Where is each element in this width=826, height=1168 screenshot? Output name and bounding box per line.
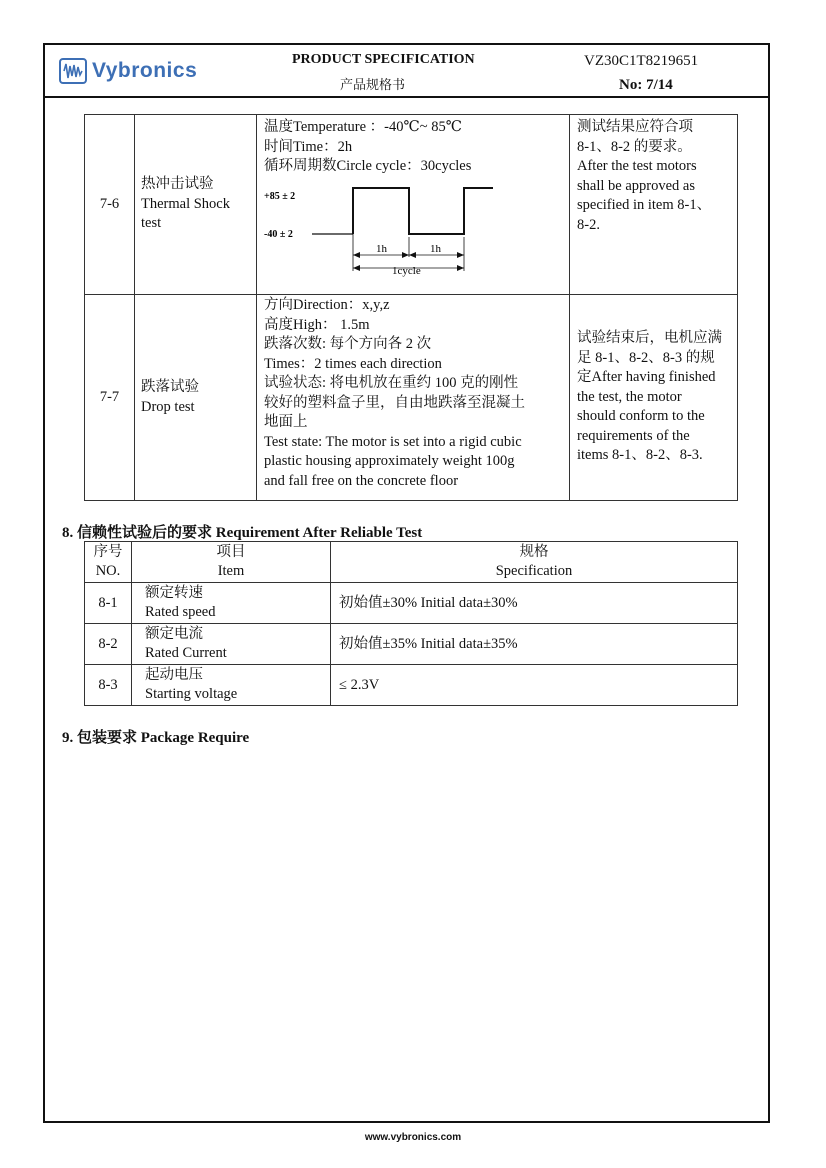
row-spec: ≤ 2.3V (331, 665, 738, 706)
row-item-cn: 起动电压 (145, 667, 203, 683)
company-logo (59, 57, 219, 85)
thermal-cycle-chart (264, 179, 524, 279)
row-item-en: Starting voltage (145, 686, 238, 702)
row-item (132, 665, 331, 706)
document-number: VZ30C1T8219651 (584, 53, 699, 69)
condition-line: 跌落次数: 每个方向各 2 次 (264, 336, 432, 352)
header-spec-en: Specification (495, 563, 573, 579)
condition-line: 高度High： 1.5m (264, 316, 370, 333)
test-name-cn: 跌落试验 (141, 379, 199, 395)
table-row (85, 583, 738, 624)
condition-line: 温度Temperature ：-40℃~ 85℃ (264, 119, 462, 135)
low-temp-label: -40 ± 2 (264, 228, 293, 240)
test-name (135, 115, 257, 295)
row-no: 8-2 (85, 624, 132, 665)
table-row (85, 624, 738, 665)
test-name (135, 295, 257, 501)
condition-line: 时间Time：2h (264, 138, 353, 155)
header-no-en: NO. (95, 563, 121, 579)
test-no: 7-7 (85, 295, 135, 501)
result-line: 8-2. (577, 216, 600, 233)
result-line: 测试结果应符合项 (577, 119, 693, 135)
test-no: 7-6 (85, 115, 135, 295)
header-no (85, 542, 132, 583)
footer-url: www.vybronics.com (364, 1132, 462, 1143)
test-name-en: Thermal Shock (141, 195, 230, 212)
document-subtitle: 产品规格书 (340, 77, 406, 92)
condition-line: 循环周期数Circle cycle：30cycles (264, 158, 472, 174)
result-line: shall be approved as (577, 177, 695, 194)
segment-label: 1h (376, 242, 387, 255)
row-item-en: Rated speed (145, 604, 216, 620)
header-item-cn: 项目 (216, 544, 246, 560)
row-item-cn: 额定电流 (145, 626, 203, 642)
table-row (85, 665, 738, 706)
result-line: 试验结束后，电机应满 (577, 330, 722, 347)
header-divider (43, 96, 770, 98)
cycle-label: 1cycle (392, 264, 421, 277)
result-line: 定After having finished (577, 369, 716, 386)
condition-line: 地面上 (264, 414, 308, 430)
row-item (132, 624, 331, 665)
result-line: 足 8-1、8-2、8-3 的规 (577, 349, 715, 366)
row-spec: 初始值±30% Initial data±30% (331, 583, 738, 624)
condition-line: 试验状态: 将电机放在重约 100 克的刚性 (264, 375, 519, 391)
result-line: items 8-1、8-2、8-3. (577, 447, 703, 464)
requirement-table (84, 541, 738, 706)
test-table (84, 114, 738, 501)
condition-line: and fall free on the concrete floor (264, 472, 459, 489)
section-9-title: 9. 包装要求 Package Require (62, 730, 250, 746)
section-8-title: 8. 信赖性试验后的要求 Requirement After Reliable Test (62, 525, 423, 541)
table-row (85, 295, 738, 501)
condition-line: 较好的塑料盒子里，自由地跌落至混凝土 (264, 394, 525, 411)
header-spec-cn: 规格 (519, 544, 549, 560)
result-line: 8-1、8-2 的要求。 (577, 138, 692, 155)
condition-line: 方向Direction：x,y,z (264, 297, 390, 313)
result-line: should conform to the (577, 408, 705, 425)
result-line: requirements of the (577, 427, 690, 444)
row-item-en: Rated Current (145, 645, 227, 661)
page-number: No: 7/14 (619, 77, 673, 93)
row-no: 8-1 (85, 583, 132, 624)
result-line: specified in item 8-1、 (577, 197, 712, 213)
test-name-en-2: test (141, 215, 162, 232)
test-name-cn: 热冲击试验 (141, 176, 214, 193)
result-line: the test, the motor (577, 388, 682, 405)
condition-line: Test state: The motor is set into a rigid cubic (264, 433, 522, 450)
high-temp-label: +85 ± 2 (264, 190, 296, 202)
vybronics-logo-icon (59, 58, 87, 84)
test-result (570, 295, 738, 501)
row-no: 8-3 (85, 665, 132, 706)
condition-line: plastic housing approximately weight 100g (264, 453, 515, 469)
document-title: PRODUCT SPECIFICATION (292, 52, 475, 67)
segment-label: 1h (430, 242, 441, 255)
logo-text: Vybronics (92, 59, 198, 82)
table-row (85, 115, 738, 295)
row-spec: 初始值±35% Initial data±35% (331, 624, 738, 665)
result-line: After the test motors (577, 158, 697, 174)
table-header-row (85, 542, 738, 583)
test-result (570, 115, 738, 295)
row-item (132, 583, 331, 624)
header-item (132, 542, 331, 583)
row-item-cn: 额定转速 (145, 585, 203, 601)
test-conditions (257, 115, 570, 295)
test-name-en: Drop test (141, 398, 195, 415)
header-no-cn: 序号 (93, 544, 123, 560)
condition-line: Times：2 times each direction (264, 355, 442, 372)
test-conditions (257, 295, 570, 501)
header-item-en: Item (217, 563, 245, 579)
header-spec (331, 542, 738, 583)
